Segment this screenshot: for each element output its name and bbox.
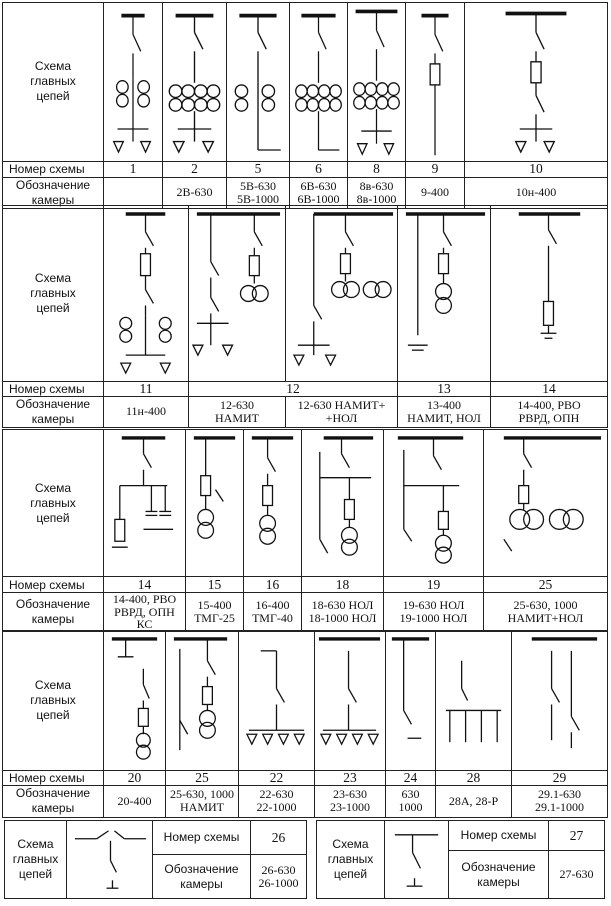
- schematic-24: [386, 631, 436, 771]
- camera-designation: 25-630, 1000 НАМИТ: [166, 785, 239, 817]
- schematic-12-a: [189, 206, 286, 382]
- schematic-25-a: [484, 430, 608, 577]
- camera-designation: 28А, 28-Р: [436, 785, 512, 817]
- scheme-number: 8: [348, 161, 406, 177]
- number-label: Номер схемы: [449, 821, 549, 851]
- scheme-label: Схема главных цепей: [317, 821, 385, 899]
- schematic-2: [163, 3, 227, 162]
- camera-designation: 12-630 НАМИТ: [189, 396, 286, 427]
- scheme-number: 28: [436, 771, 512, 786]
- schematic-18: [302, 430, 384, 577]
- schematic-8: [348, 3, 406, 162]
- scheme-label: Схема главных цепей: [3, 430, 104, 577]
- camera-designation: 20-400: [104, 785, 166, 817]
- scheme-number: 6: [290, 161, 348, 177]
- schematic-5: [227, 3, 290, 162]
- schematic-10: [465, 3, 608, 162]
- camera-designation: 27-630: [549, 851, 605, 899]
- scheme-number: 1: [104, 161, 163, 177]
- scheme-section-4: [2, 630, 607, 816]
- scheme-section-2: [2, 205, 607, 425]
- scheme-number: 27: [549, 821, 605, 851]
- schematic-27: [385, 821, 449, 899]
- camera-designation: 18-630 НОЛ 18-1000 НОЛ: [302, 593, 384, 632]
- camera-designation: 26-630 26-1000: [251, 855, 307, 899]
- scheme-number: 12: [189, 382, 398, 397]
- camera-designation: 5В-630 5В-1000: [227, 177, 290, 208]
- camera-designation: [104, 177, 163, 208]
- schematic-6: [290, 3, 348, 162]
- schematic-14-b: [104, 430, 186, 577]
- camera-designation: 6В-630 6В-1000: [290, 177, 348, 208]
- schematic-20: [104, 631, 166, 771]
- scheme-number: 22: [239, 771, 315, 786]
- scheme-number: 10: [465, 161, 608, 177]
- number-label: Номер схемы: [3, 382, 104, 397]
- scheme-section-1: [2, 2, 607, 207]
- camera-designation: 16-400 ТМГ-40: [244, 593, 302, 632]
- designation-label: Обозначение камеры: [449, 851, 549, 899]
- scheme-number: 9: [406, 161, 465, 177]
- camera-designation: 8в-630 8в-1000: [348, 177, 406, 208]
- scheme-number: 23: [315, 771, 386, 786]
- scheme-number: 16: [244, 577, 302, 593]
- scheme-number: 15: [186, 577, 244, 593]
- schematic-22: [239, 631, 315, 771]
- scheme-number: 19: [384, 577, 484, 593]
- camera-designation: 15-400 ТМГ-25: [186, 593, 244, 632]
- scheme-number: 29: [512, 771, 608, 786]
- scheme-label: Схема главных цепей: [3, 206, 104, 382]
- camera-designation: 11н-400: [104, 396, 189, 427]
- scheme-number: 13: [398, 382, 491, 397]
- schematic-25-b: [166, 631, 239, 771]
- schematic-13: [398, 206, 491, 382]
- number-label: Номер схемы: [153, 821, 251, 855]
- scheme-number: 26: [251, 821, 307, 855]
- camera-designation: 25-630, 1000 НАМИТ+НОЛ: [484, 593, 608, 632]
- schematic-1: [104, 3, 163, 162]
- scheme-number: 14: [491, 382, 608, 397]
- schematic-19: [384, 430, 484, 577]
- scheme-number: 25: [484, 577, 608, 593]
- designation-label: Обозначение камеры: [153, 855, 251, 899]
- scheme-label: Схема главных цепей: [5, 821, 67, 899]
- schematic-28: [436, 631, 512, 771]
- scheme-section-3: [2, 429, 607, 632]
- camera-designation: 12-630 НАМИТ+ +НОЛ: [286, 396, 398, 427]
- scheme-number: 5: [227, 161, 290, 177]
- camera-designation: 22-630 22-1000: [239, 785, 315, 817]
- number-label: Номер схемы: [3, 771, 104, 786]
- number-label: Номер схемы: [3, 161, 104, 177]
- camera-designation: 13-400 НАМИТ, НОЛ: [398, 396, 491, 427]
- camera-designation: 29.1-630 29.1-1000: [512, 785, 608, 817]
- scheme-number: 20: [104, 771, 166, 786]
- schematic-15: [186, 430, 244, 577]
- camera-designation: 14-400, РВО РВРД, ОПН: [491, 396, 608, 427]
- schematic-9: [406, 3, 465, 162]
- schematic-29: [512, 631, 608, 771]
- camera-designation: 19-630 НОЛ 19-1000 НОЛ: [384, 593, 484, 632]
- designation-label: Обозначение камеры: [3, 593, 104, 632]
- schematic-16: [244, 430, 302, 577]
- scheme-label: Схема главных цепей: [3, 631, 104, 771]
- camera-designation: 23-630 23-1000: [315, 785, 386, 817]
- scheme-number: 2: [163, 161, 227, 177]
- camera-designation: 10н-400: [465, 177, 608, 208]
- number-label: Номер схемы: [3, 577, 104, 593]
- schematic-23: [315, 631, 386, 771]
- camera-designation: 14-400, РВО РВРД, ОПН КС: [104, 593, 186, 632]
- scheme-number: 18: [302, 577, 384, 593]
- designation-label: Обозначение камеры: [3, 785, 104, 817]
- camera-designation: 630 1000: [386, 785, 436, 817]
- camera-designation: 2В-630: [163, 177, 227, 208]
- scheme-label: Схема главных цепей: [3, 3, 104, 162]
- schematic-11: [104, 206, 189, 382]
- scheme-block-27: [316, 820, 604, 898]
- schematic-12-b: [286, 206, 398, 382]
- designation-label: Обозначение камеры: [3, 396, 104, 427]
- camera-designation: 9-400: [406, 177, 465, 208]
- scheme-number: 11: [104, 382, 189, 397]
- schematic-26: [67, 821, 153, 899]
- scheme-number: 24: [386, 771, 436, 786]
- scheme-block-26: [4, 820, 306, 898]
- scheme-number: 25: [166, 771, 239, 786]
- scheme-number: 14: [104, 577, 186, 593]
- designation-label: Обозначение камеры: [3, 177, 104, 208]
- schematic-14-a: [491, 206, 608, 382]
